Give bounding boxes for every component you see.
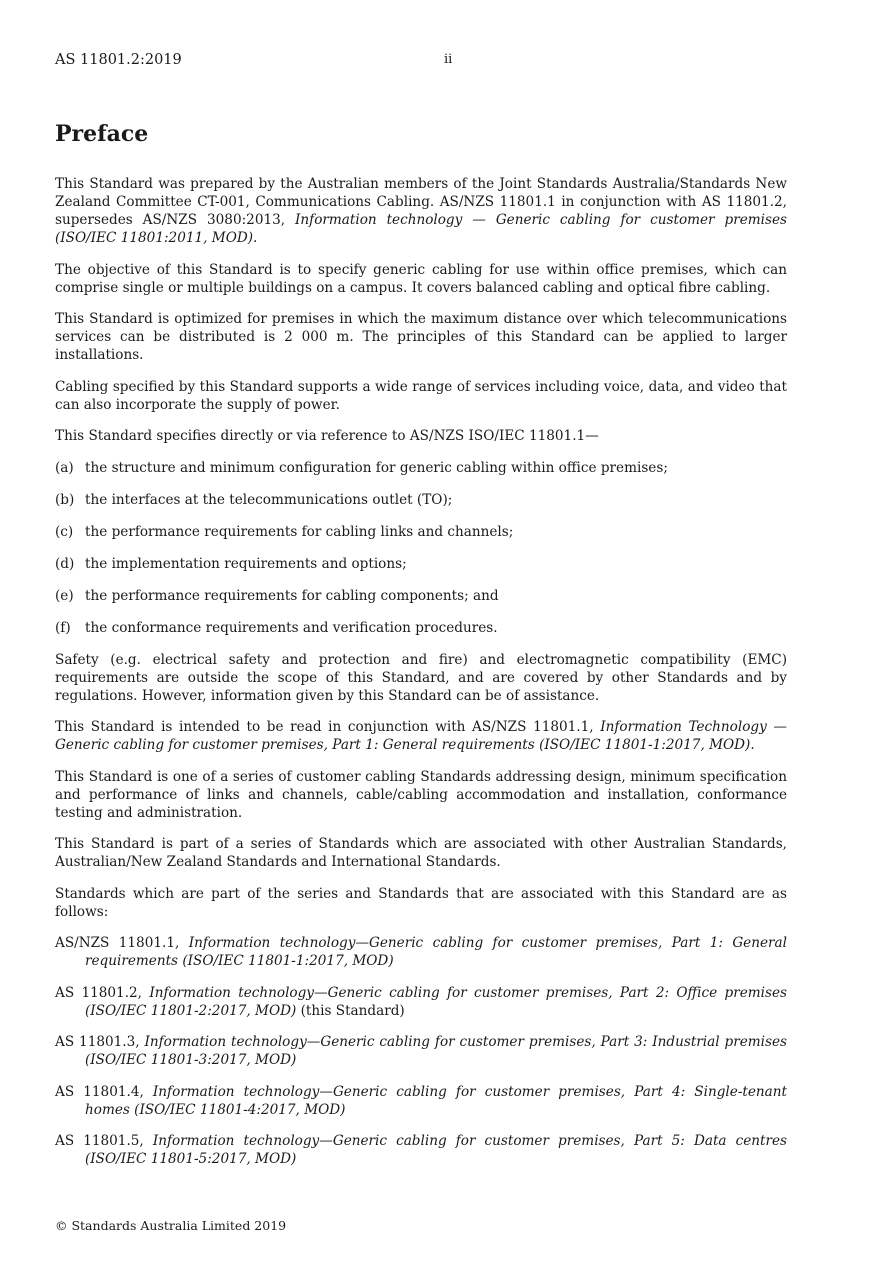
list-item <box>55 587 787 605</box>
list-text: the conformance requirements and verification procedures. <box>85 619 498 636</box>
paragraph: This Standard was prepared by the Australian members of the Joint Standards Australia/Standards New Zealand Committee CT-001, Communications Cabling. AS/NZS 11801.1 in conjunction with AS 11801.2, supersedes AS/NZS 3080:2013, Information technology — Generic cabling for customer premises (ISO/IEC 11801:2011, MOD). <box>55 176 787 246</box>
paragraph: This Standard specifies directly or via reference to AS/NZS ISO/IEC 11801.1— <box>55 428 599 444</box>
document-id: AS 11801.2:2019 <box>55 52 182 68</box>
paragraph: This Standard is one of a series of customer cabling Standards addressing design, minimum specification and performance of links and channels, cable/cabling accommodation and installation, conformance testing and administration. <box>55 768 787 821</box>
page-title: Preface <box>55 121 149 147</box>
reference-item: AS 11801.4, Information technology—Generic cabling for customer premises, Part 4: Single-tenant homes (ISO/IEC 11801-4:2017, MOD) <box>55 1083 787 1118</box>
list-label: (d) <box>55 555 75 572</box>
list-item <box>55 491 787 509</box>
list-item <box>55 459 787 477</box>
list-label: (f) <box>55 619 71 636</box>
list-label: (b) <box>55 491 75 508</box>
list-label: (a) <box>55 459 74 476</box>
reference-item: AS/NZS 11801.1, Information technology—Generic cabling for customer premises, Part 1: General requirements (ISO/IEC 11801-1:2017, MOD) <box>55 935 787 969</box>
reference-item: AS 11801.2, Information technology—Generic cabling for customer premises, Part 2: Office premises (ISO/IEC 11801-2:2017, MOD) (this Standard) <box>55 984 788 1019</box>
list-text: the implementation requirements and options; <box>85 555 407 572</box>
list-item <box>55 555 787 573</box>
list-label: (e) <box>55 587 74 604</box>
scope-list <box>55 459 787 637</box>
reference-item: AS 11801.3, Information technology—Generic cabling for customer premises, Part 3: Industrial premises (ISO/IEC 11801-3:2017, MOD) <box>55 1034 787 1068</box>
list-text: the performance requirements for cabling components; and <box>85 587 499 604</box>
paragraph: This Standard is optimized for premises in which the maximum distance over which telecommunications services can be distributed is 2 000 m. The principles of this Standard can be applied to larger installations. <box>55 311 787 363</box>
paragraph: Safety (e.g. electrical safety and protection and fire) and electromagnetic compatibility (EMC) requirements are outside the scope of this Standard, and are covered by other Standards and by regulations. However, information given by this Standard can be of assistance. <box>55 651 787 704</box>
list-item <box>55 619 787 637</box>
page-number: ii <box>444 52 453 67</box>
list-text: the structure and minimum configuration for generic cabling within office premises; <box>85 459 668 476</box>
list-label: (c) <box>55 523 74 540</box>
paragraph: Standards which are part of the series and Standards that are associated with this Standard are as follows: <box>55 885 787 920</box>
reference-item: AS 11801.5, Information technology—Generic cabling for customer premises, Part 5: Data centres (ISO/IEC 11801-5:2017, MOD) <box>55 1133 787 1167</box>
reference-list <box>55 934 787 1168</box>
copyright-footer: © Standards Australia Limited 2019 <box>55 1218 287 1233</box>
paragraph: Cabling specified by this Standard supports a wide range of services including voice, data, and video that can also incorporate the supply of power. <box>55 378 787 413</box>
paragraph: This Standard is intended to be read in conjunction with AS/NZS 11801.1, Information Technology — Generic cabling for customer premises, Part 1: General requirements (ISO/IEC 11801-1:2017, MOD). <box>55 719 787 753</box>
preface-body <box>55 175 787 1182</box>
list-text: the performance requirements for cabling links and channels; <box>85 523 514 540</box>
list-item <box>55 523 787 541</box>
paragraph: This Standard is part of a series of Standards which are associated with other Australian Standards, Australian/New Zealand Standards and International Standards. <box>55 836 787 870</box>
paragraph: The objective of this Standard is to specify generic cabling for use within office premises, which can comprise single or multiple buildings on a campus. It covers balanced cabling and optical fibre cabling. <box>55 261 787 296</box>
list-text: the interfaces at the telecommunications outlet (TO); <box>85 491 453 508</box>
